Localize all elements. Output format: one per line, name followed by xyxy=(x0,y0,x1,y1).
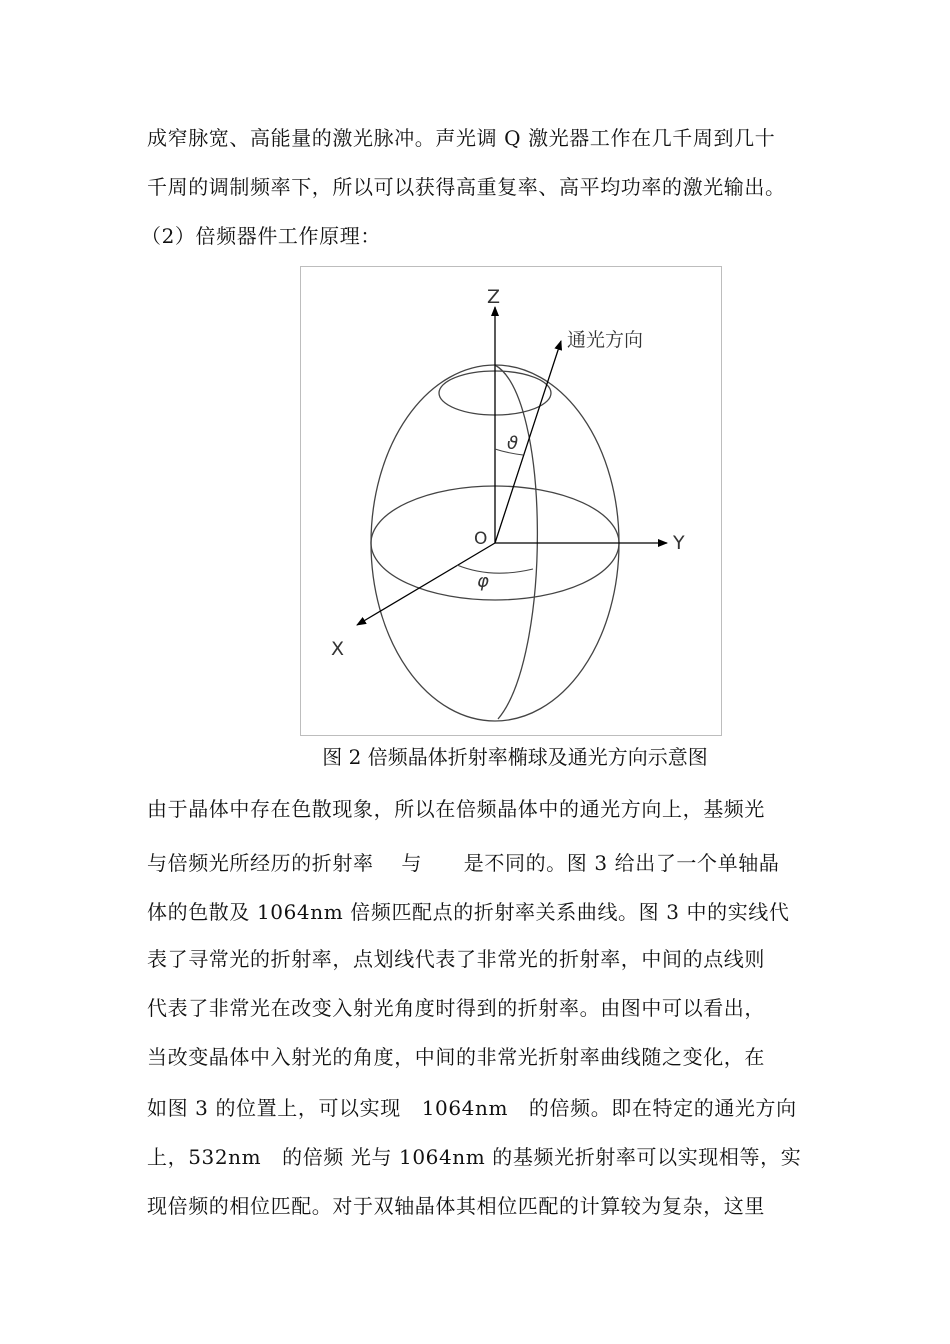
text-line: 成窄脉宽、高能量的激光脉冲。声光调 Q 激光器工作在几千周到几十 xyxy=(147,126,776,150)
x-axis xyxy=(357,543,495,625)
origin-label: O xyxy=(474,529,488,549)
text-line: 表了寻常光的折射率，点划线代表了非常光的折射率，中间的点线则 xyxy=(147,947,765,971)
z-axis-label: Z xyxy=(487,286,501,308)
theta-label: ϑ xyxy=(507,433,519,454)
text-line: 千周的调制频率下，所以可以获得高重复率、高平均功率的激光输出。 xyxy=(147,175,786,199)
index-ellipsoid-diagram xyxy=(301,267,723,737)
text-line: 体的色散及 1064nm 倍频匹配点的折射率关系曲线。图 3 中的实线代 xyxy=(147,900,790,924)
figure-caption: 图 2 倍频晶体折射率椭球及通光方向示意图 xyxy=(322,745,708,769)
y-axis-label: Y xyxy=(673,532,685,554)
text-line: 现倍频的相位匹配。对于双轴晶体其相位匹配的计算较为复杂，这里 xyxy=(147,1194,765,1218)
text-line: 如图 3 的位置上，可以实现 1064nm 的倍频。即在特定的通光方向 xyxy=(147,1096,797,1120)
section-heading: （2）倍频器件工作原理： xyxy=(141,224,381,248)
index-ellipsoid-figure xyxy=(300,266,722,736)
phi-arc xyxy=(457,565,533,573)
text-line: 上，532nm 的倍频 光与 1064nm 的基频光折射率可以实现相等，实 xyxy=(147,1145,802,1169)
text-line: 当改变晶体中入射光的角度，中间的非常光折射率曲线随之变化，在 xyxy=(147,1045,765,1069)
text-line: 由于晶体中存在色散现象，所以在倍频晶体中的通光方向上，基频光 xyxy=(147,797,765,821)
meridian-curve xyxy=(495,365,537,719)
text-line: 与倍频光所经历的折射率 与 是不同的。图 3 给出了一个单轴晶 xyxy=(147,851,780,875)
text-line: 代表了非常光在改变入射光角度时得到的折射率。由图中可以看出， xyxy=(147,996,765,1020)
direction-label: 通光方向 xyxy=(567,329,644,351)
phi-label: φ xyxy=(477,571,489,592)
x-axis-label: X xyxy=(331,638,345,660)
